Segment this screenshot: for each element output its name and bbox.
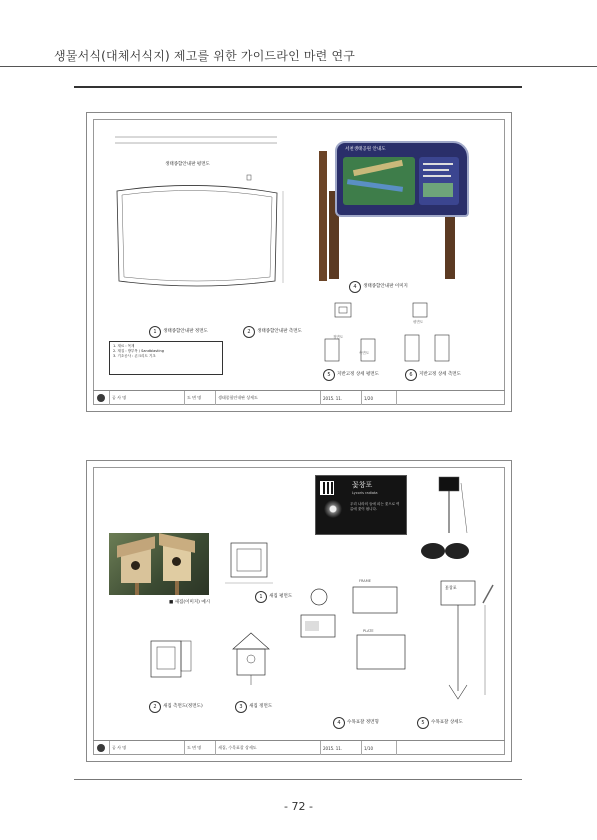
note-line-2: 2. 재질 : 방부목 / Sandblasting [113, 349, 164, 353]
drawing-sheet-1 [86, 112, 512, 412]
content-top-bar [74, 86, 522, 88]
label-detail-a: 지반고정 상세 평면도 [337, 372, 379, 377]
tb1-extra [397, 391, 505, 405]
plant-description: 우리 나라의 들에 피는 꽃으로 여름에 꽃이 핍니다. [350, 502, 400, 511]
label-side-marker: 2 [243, 326, 255, 338]
label-plant-sign-detail: 수목표찰 상세도 [431, 720, 463, 725]
note-line-3: 3. 기초공사 : 콘크리트 기초 [113, 354, 156, 358]
sheet-1-title-block [93, 390, 505, 405]
label-detail-a-marker: 5 [323, 369, 335, 381]
tb2-drawing-label: 도 면 명 [185, 741, 216, 755]
post-back [319, 151, 327, 281]
label-plant-sign-front-marker: 4 [333, 717, 345, 729]
signboard-plan-drawing [107, 131, 297, 316]
label-plant-sign-front: 수목표찰 정면형 [347, 720, 379, 725]
plant-korean-name: 꽃창포 [352, 481, 373, 489]
signboard-image [317, 131, 467, 281]
sheet-2-title-block [93, 740, 505, 755]
small-sign-title: 꽃창포 [445, 585, 457, 590]
specification-notes [109, 341, 223, 375]
plant-sign-panel [315, 475, 407, 535]
label-front-marker: 1 [149, 326, 161, 338]
label-plan-small: 평면도 [413, 320, 424, 324]
label-frame: FRAME [359, 579, 371, 583]
tb2-project-label: 공 사 명 [110, 741, 185, 755]
page-header-title: 생물서식(대체서식지) 제고를 위한 가이드라인 마련 연구 [54, 49, 356, 63]
plant-flower-icon [322, 500, 344, 518]
agency-logo-icon [93, 391, 110, 405]
label-birdhouse-plan: 새집 평면도 [269, 594, 293, 599]
tb1-project-label: 공 사 명 [110, 391, 185, 405]
plant-latin-name: Lycoris radiata [352, 491, 378, 495]
sign-frame-plate-drawings [297, 569, 417, 719]
tb1-scale: 1/20 [362, 391, 397, 405]
tb1-drawing-label: 도 면 명 [185, 391, 216, 405]
sign-info-area [419, 157, 459, 205]
tb2-scale: 1/10 [362, 741, 397, 755]
label-image: 생태종합안내판 이미지 [363, 284, 408, 289]
label-birdhouse-plan-marker: 1 [255, 591, 267, 603]
sign-panel [335, 141, 469, 217]
tb2-extra [397, 741, 505, 755]
label-image-marker: 4 [349, 281, 361, 293]
label-front: 생태종합안내판 정면도 [163, 329, 208, 334]
post-sign-drawing [417, 473, 497, 713]
qr-code-icon [320, 481, 334, 495]
label-plate: PLATE [363, 629, 374, 633]
label-plan: 생태종합안내판 평면도 [165, 162, 210, 167]
footer-rule [74, 779, 522, 780]
label-plant-sign-detail-marker: 5 [417, 717, 429, 729]
birdhouse-drawings [107, 523, 317, 703]
drawing-sheet-2 [86, 460, 512, 762]
label-side-small: 측면도 [359, 351, 370, 355]
label-front-small: 정면도 [333, 335, 344, 339]
tb2-drawing-name: 새집, 수목표찰 상세도 [216, 741, 321, 755]
label-detail-b-marker: 6 [405, 369, 417, 381]
page-number: - 72 - [284, 800, 313, 813]
sign-panel-title: 서천생태공원 안내도 [345, 147, 386, 152]
tb2-date: 2015. 11. [321, 741, 362, 755]
tb1-drawing-name: 생태종합안내판 상세도 [216, 391, 321, 405]
label-birdhouse-front: 새집 정면도 [249, 704, 273, 709]
label-birdhouse-photo: ■ 새집(이미지) 예시 [169, 600, 211, 605]
label-side: 생태종합안내판 측면도 [257, 329, 302, 334]
agency-logo-icon [93, 741, 110, 755]
label-birdhouse-side-marker: 2 [149, 701, 161, 713]
note-line-1: 1. 재료 : 목재 [113, 344, 135, 348]
sign-map-area [343, 157, 415, 205]
tb1-date: 2015. 11. [321, 391, 362, 405]
label-birdhouse-front-marker: 3 [235, 701, 247, 713]
label-birdhouse-side: 새집 측면도(정면도) [163, 704, 203, 709]
label-detail-b: 지반고정 상세 측면도 [419, 372, 461, 377]
header-rule [0, 66, 597, 67]
